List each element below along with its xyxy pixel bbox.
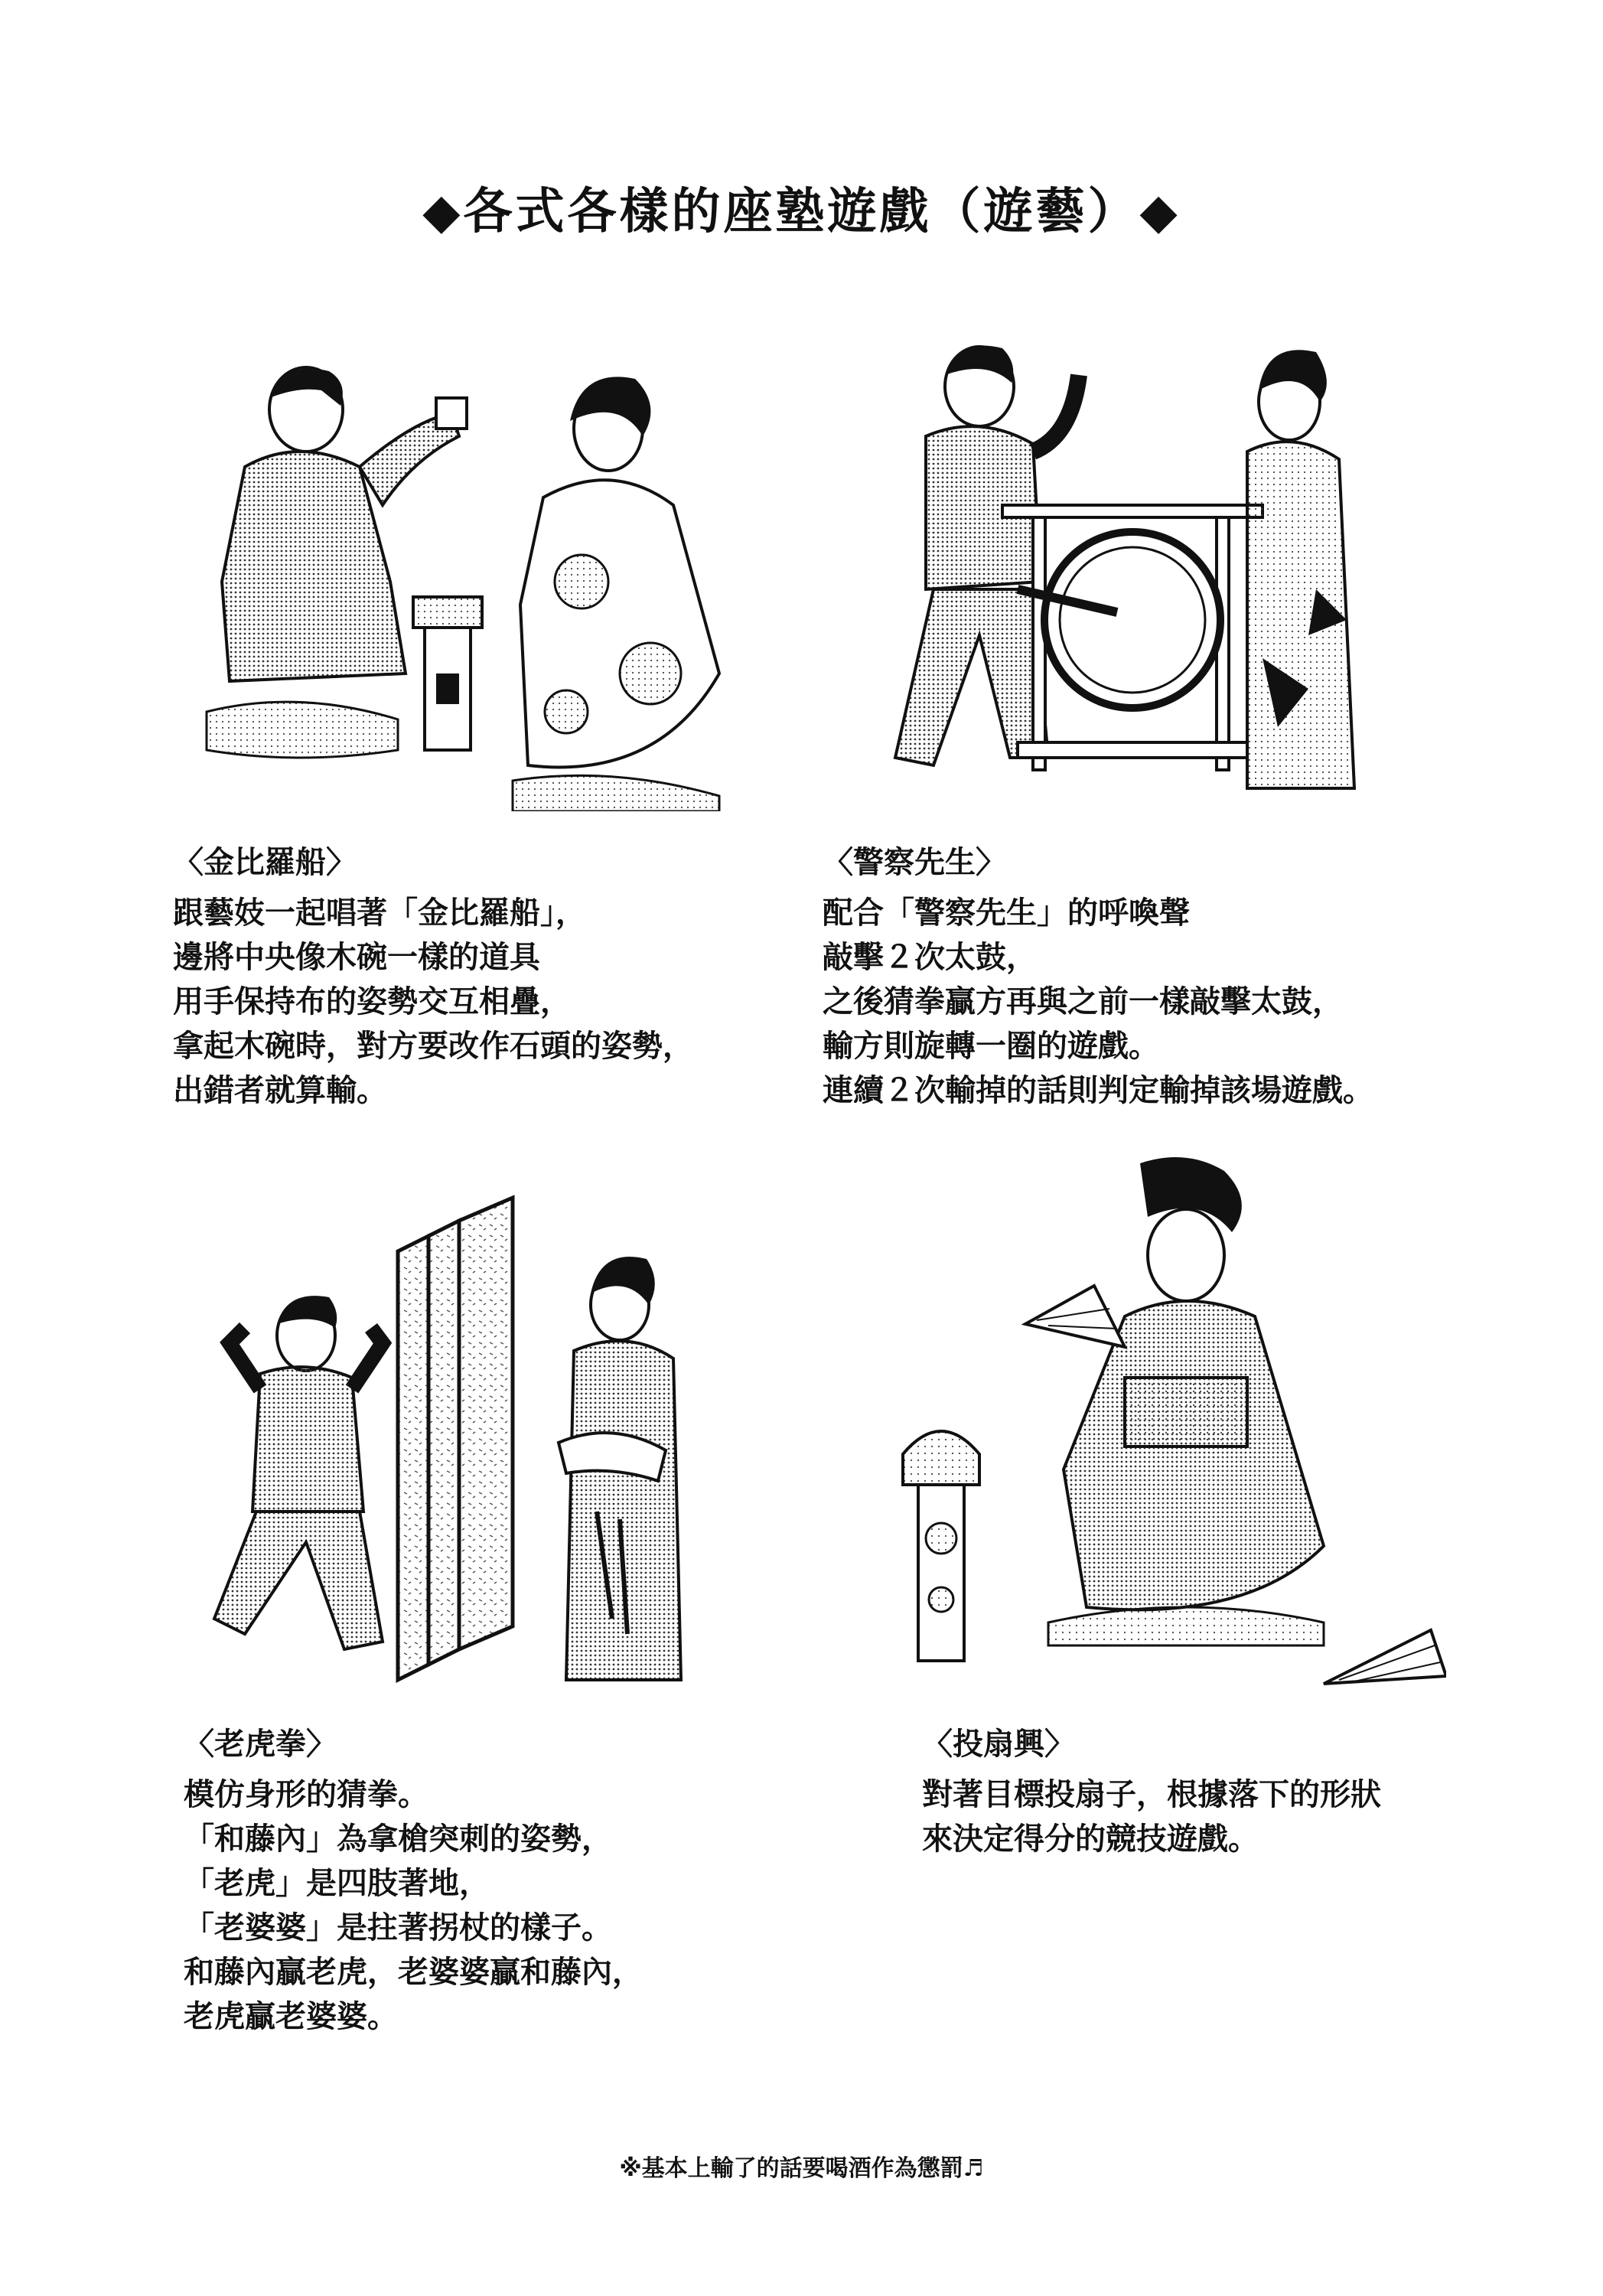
tosenkyo-heading: 〈投扇興〉 xyxy=(922,1726,1075,1762)
caption-line: 用手保持布的姿勢交互相疊， xyxy=(173,983,571,1019)
caption-line: 邊將中央像木碗一樣的道具 xyxy=(173,939,540,975)
konpira-heading: 〈金比羅船〉 xyxy=(173,844,357,880)
tosenkyo-caption xyxy=(922,1722,1381,1861)
caption-line: 輸方則旋轉一圈的遊戲。 xyxy=(823,1028,1159,1064)
tora-heading: 〈老虎拳〉 xyxy=(184,1726,337,1762)
taiko-drawing xyxy=(849,329,1385,819)
caption-line: 對著目標投扇子，根據落下的形狀 xyxy=(922,1776,1381,1812)
footnote: ※基本上輸了的話要喝酒作為懲罰♬ xyxy=(619,2155,984,2182)
tosenkyo-drawing xyxy=(895,1148,1446,1699)
tora-drawing xyxy=(199,1190,750,1711)
tora-caption xyxy=(184,1722,643,2039)
caption-line: 配合「警察先生」的呼喚聲 xyxy=(823,895,1190,931)
konpira-caption xyxy=(173,840,693,1113)
konpira-illustration xyxy=(184,352,735,811)
caption-line: 老虎贏老婆婆。 xyxy=(184,1998,398,2034)
konpira-drawing xyxy=(184,352,735,811)
tora-tora-illustration xyxy=(199,1190,750,1711)
caption-line: 跟藝妓一起唱著「金比羅船」， xyxy=(173,895,586,931)
caption-line: 「老虎」是四肢著地， xyxy=(184,1865,490,1901)
caption-line: 連續２次輸掉的話則判定輸掉該場遊戲。 xyxy=(823,1072,1373,1108)
caption-line: 「和藤內」為拿槍突刺的姿勢， xyxy=(184,1821,612,1857)
tosenkyo-illustration xyxy=(895,1148,1446,1699)
omawari-caption xyxy=(823,840,1373,1113)
caption-line: 模仿身形的猜拳。 xyxy=(184,1776,428,1812)
omawari-heading: 〈警察先生〉 xyxy=(823,844,1006,880)
caption-line: 拿起木碗時，對方要改作石頭的姿勢， xyxy=(173,1028,693,1064)
omawari-san-illustration xyxy=(849,329,1385,819)
caption-line: 出錯者就算輸。 xyxy=(173,1072,387,1108)
caption-line: 敲擊２次太鼓， xyxy=(823,939,1037,975)
page-title: ◆各式各樣的座塾遊戲（遊藝）◆ xyxy=(422,183,1181,240)
caption-line: 「老婆婆」是拄著拐杖的樣子。 xyxy=(184,1910,612,1945)
caption-line: 和藤內贏老虎，老婆婆贏和藤內， xyxy=(184,1954,643,1990)
caption-line: 來決定得分的競技遊戲。 xyxy=(922,1821,1259,1857)
caption-line: 之後猜拳贏方再與之前一樣敲擊太鼓， xyxy=(823,983,1343,1019)
